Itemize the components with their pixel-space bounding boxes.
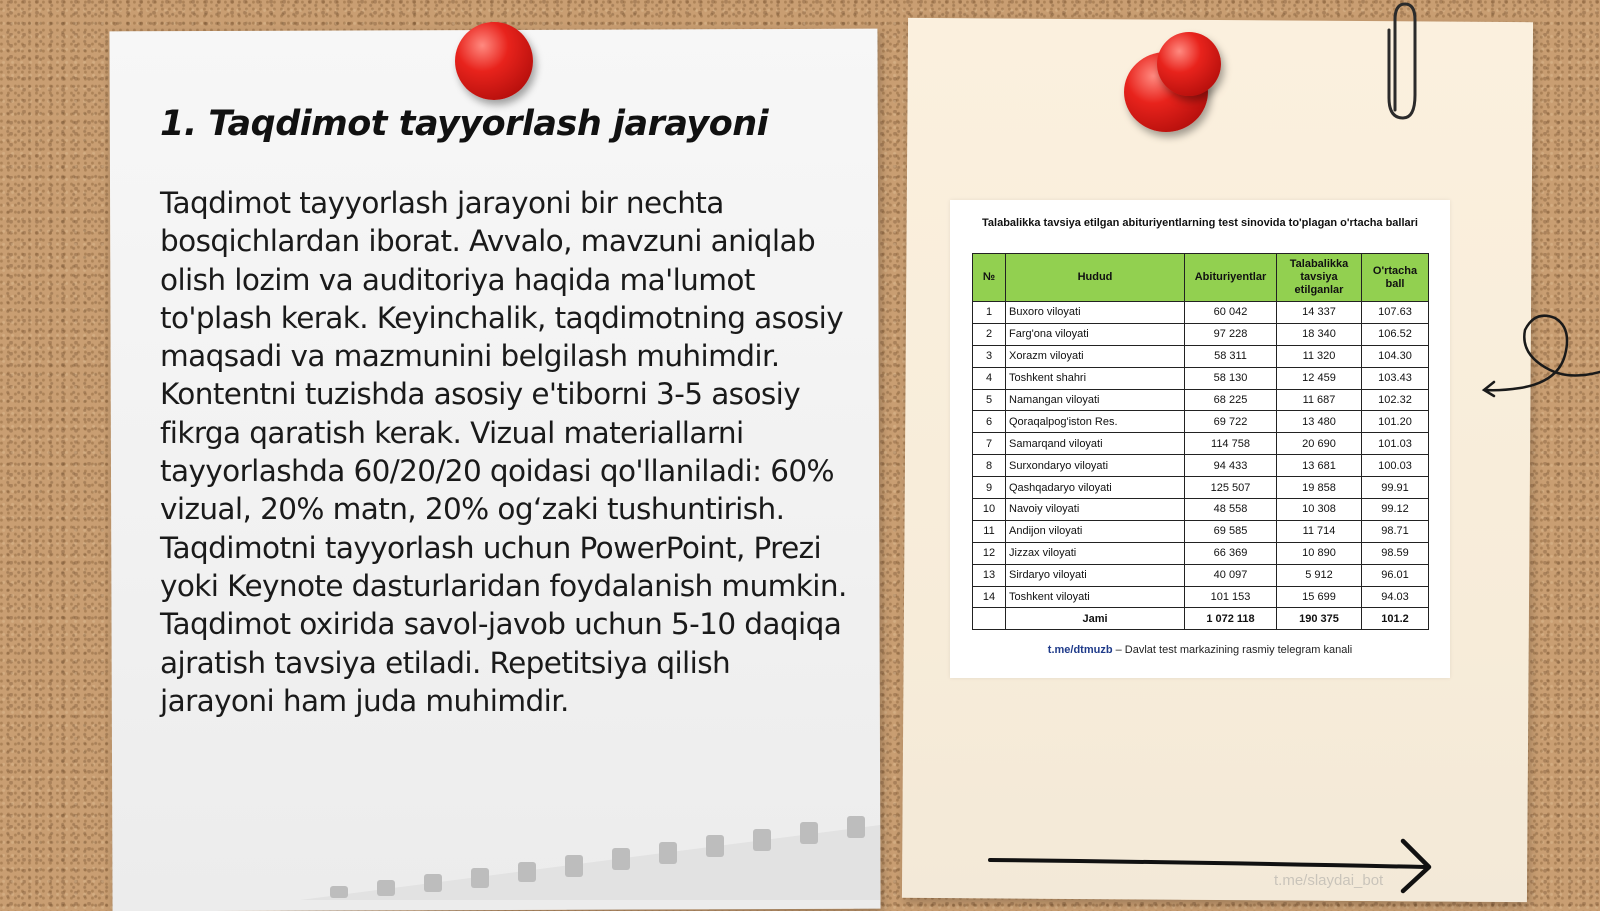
header-recommended: Talabalikka tavsiya etilganlar (1277, 254, 1362, 302)
table-row (973, 455, 1429, 477)
table-row (973, 477, 1429, 499)
footer-caption: – Davlat test markazining rasmiy telegram kanali (1115, 644, 1353, 656)
table-row (973, 367, 1429, 389)
table-source-footer (950, 644, 1450, 656)
cell-applicants: 60 042 (1185, 302, 1277, 324)
cell-applicants: 48 558 (1185, 499, 1277, 521)
cell-no: 6 (973, 411, 1006, 433)
header-region: Hudud (1006, 254, 1185, 302)
cell-no: 9 (973, 477, 1006, 499)
cell-region: Buxoro viloyati (1006, 302, 1185, 324)
cell-region: Navoiy viloyati (1006, 499, 1185, 521)
statistics-table (972, 253, 1429, 630)
cell-region: Namangan viloyati (1006, 389, 1185, 411)
cell-applicants: 114 758 (1185, 433, 1277, 455)
cell-avg-score: 102.32 (1362, 389, 1429, 411)
cell-no: 13 (973, 564, 1006, 586)
slide-title: 1. Taqdimot tayyorlash jarayoni (160, 104, 769, 144)
header-no: № (973, 254, 1006, 302)
cell-avg-score: 101.20 (1362, 411, 1429, 433)
table-row (973, 586, 1429, 608)
statistics-table-card (950, 200, 1450, 678)
table-row (973, 302, 1429, 324)
cell-no: 2 (973, 323, 1006, 345)
table-row (973, 564, 1429, 586)
cell-recommended: 14 337 (1277, 302, 1362, 324)
torn-edge-decoration (300, 800, 880, 900)
cell-region: Surxondaryo viloyati (1006, 455, 1185, 477)
cell-avg-score: 106.52 (1362, 323, 1429, 345)
cell-recommended: 13 681 (1277, 455, 1362, 477)
cell-avg-score: 94.03 (1362, 586, 1429, 608)
table-row (973, 499, 1429, 521)
curly-arrow-icon (1480, 310, 1600, 410)
cell-avg-score: 104.30 (1362, 345, 1429, 367)
cell-no: 10 (973, 499, 1006, 521)
cell-no: 1 (973, 302, 1006, 324)
cell-recommended: 10 890 (1277, 542, 1362, 564)
cell-avg-score: 99.91 (1362, 477, 1429, 499)
cell-applicants: 69 585 (1185, 520, 1277, 542)
cell-region: Andijon viloyati (1006, 520, 1185, 542)
cell-avg-score: 98.59 (1362, 542, 1429, 564)
cell-applicants: 68 225 (1185, 389, 1277, 411)
cell-applicants: 40 097 (1185, 564, 1277, 586)
total-label: Jami (1006, 608, 1185, 630)
table-row (973, 542, 1429, 564)
cell-recommended: 5 912 (1277, 564, 1362, 586)
cell-region: Toshkent shahri (1006, 367, 1185, 389)
red-pushpin-icon (455, 22, 533, 100)
table-row (973, 345, 1429, 367)
cell-recommended: 11 687 (1277, 389, 1362, 411)
cell-recommended: 20 690 (1277, 433, 1362, 455)
slide-body-text: Taqdimot tayyorlash jarayoni bir nechta bosqichlardan iborat. Avvalo, mavzuni aniqlab olish lozim va auditoriya haqida ma'lumot to'plash kerak. Keyinchalik, taqdimotning asosiy maqsadi va mazmunini belgilash muhimdir. Kontentni tuzishda asosiy e'tiborni 3-5 asosiy fikrga qaratish kerak. Vizual materiallarni tayyorlashda 60/20/20 qoidasi qo'llaniladi: 60% vizual, 20% matn, 20% og‘zaki tushuntirish. Taqdimotni tayyorlash uchun PowerPoint, Prezi yoki Keynote dasturlaridan foydalanish mumkin. Taqdimot oxirida savol-javob uchun 5-10 daqiqa ajratish tavsiya etiladi. Repetitsiya qilish jarayoni ham juda muhimdir. (160, 186, 847, 718)
telegram-channel-link[interactable]: t.me/dtmuzb (1047, 644, 1113, 656)
total-applicants: 1 072 118 (1185, 608, 1277, 630)
cell-avg-score: 107.63 (1362, 302, 1429, 324)
cell-recommended: 19 858 (1277, 477, 1362, 499)
cell-no: 11 (973, 520, 1006, 542)
cell-region: Toshkent viloyati (1006, 586, 1185, 608)
table-row (973, 433, 1429, 455)
table-row (973, 520, 1429, 542)
cell-no: 5 (973, 389, 1006, 411)
cell-applicants: 58 130 (1185, 367, 1277, 389)
cell-applicants: 101 153 (1185, 586, 1277, 608)
table-row (973, 389, 1429, 411)
table-header-row (973, 254, 1429, 302)
cell-recommended: 18 340 (1277, 323, 1362, 345)
cell-avg-score: 98.71 (1362, 520, 1429, 542)
cell-no (973, 608, 1006, 630)
cell-applicants: 69 722 (1185, 411, 1277, 433)
cell-region: Qashqadaryo viloyati (1006, 477, 1185, 499)
cell-avg-score: 99.12 (1362, 499, 1429, 521)
cell-region: Sirdaryo viloyati (1006, 564, 1185, 586)
cell-avg-score: 101.03 (1362, 433, 1429, 455)
header-applicants: Abituriyentlar (1185, 254, 1277, 302)
cell-recommended: 13 480 (1277, 411, 1362, 433)
cell-recommended: 12 459 (1277, 367, 1362, 389)
cell-region: Qoraqalpog'iston Res. (1006, 411, 1185, 433)
cell-region: Samarqand viloyati (1006, 433, 1185, 455)
header-avg-score: O'rtacha ball (1362, 254, 1429, 302)
cell-avg-score: 96.01 (1362, 564, 1429, 586)
red-pushpin-top-icon (1157, 32, 1221, 96)
cell-applicants: 97 228 (1185, 323, 1277, 345)
cell-region: Xorazm viloyati (1006, 345, 1185, 367)
cell-applicants: 66 369 (1185, 542, 1277, 564)
cell-no: 7 (973, 433, 1006, 455)
table-title: Talabalikka tavsiya etilgan abituriyentlarning test sinovida to'plagan o'rtacha ballari (982, 217, 1418, 229)
total-avg-score: 101.2 (1362, 608, 1429, 630)
cell-applicants: 125 507 (1185, 477, 1277, 499)
watermark: t.me/slaydai_bot (1274, 872, 1384, 889)
table-row (973, 411, 1429, 433)
cell-no: 8 (973, 455, 1006, 477)
cell-recommended: 11 320 (1277, 345, 1362, 367)
cell-avg-score: 103.43 (1362, 367, 1429, 389)
table-row (973, 323, 1429, 345)
cell-avg-score: 100.03 (1362, 455, 1429, 477)
cell-recommended: 15 699 (1277, 586, 1362, 608)
cell-region: Farg'ona viloyati (1006, 323, 1185, 345)
cell-no: 3 (973, 345, 1006, 367)
cell-applicants: 94 433 (1185, 455, 1277, 477)
cell-recommended: 11 714 (1277, 520, 1362, 542)
cell-applicants: 58 311 (1185, 345, 1277, 367)
total-recommended: 190 375 (1277, 608, 1362, 630)
cell-region: Jizzax viloyati (1006, 542, 1185, 564)
table-total-row (973, 608, 1429, 630)
cell-no: 14 (973, 586, 1006, 608)
cell-no: 12 (973, 542, 1006, 564)
cell-no: 4 (973, 367, 1006, 389)
paperclip-icon (1375, 0, 1425, 125)
cell-recommended: 10 308 (1277, 499, 1362, 521)
